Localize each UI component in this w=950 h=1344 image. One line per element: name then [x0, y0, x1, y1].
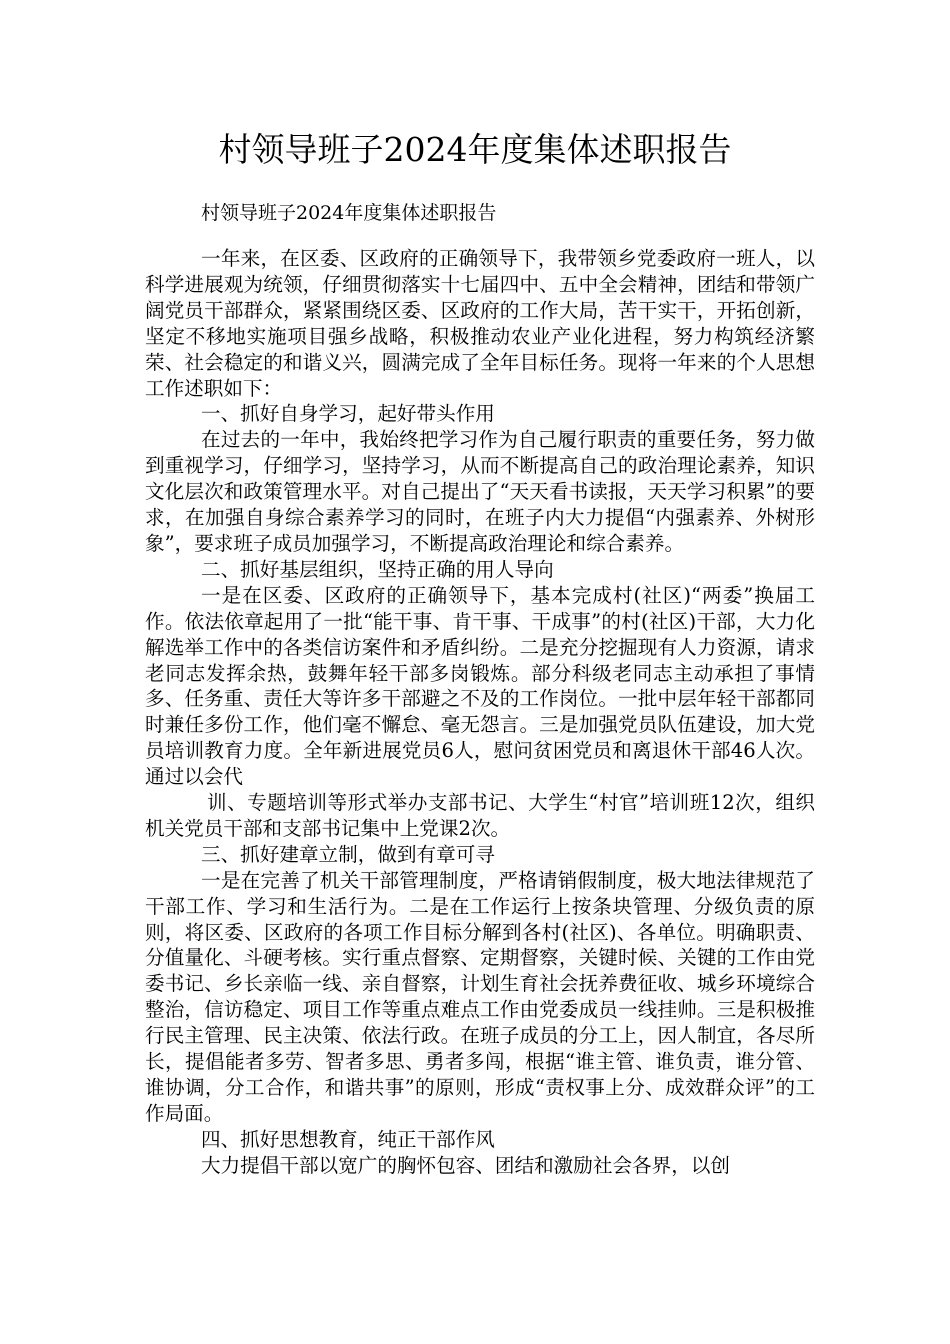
section-heading-3: 三、抓好建章立制，做到有章可寻 [201, 842, 495, 866]
section-heading-4: 四、抓好思想教育，纯正干部作风 [201, 1127, 495, 1151]
paragraph-intro: 一年来，在区委、区政府的正确领导下，我带领乡党委政府一班人，以科学进展观为统领，仔细贯彻落实十七届四中、五中全会精神，团结和带领广阔党员干部群众，紧紧围绕区委、区政府的工作大局，苦干实干，开拓创新，坚定不移地实施项目强乡战略，积极推动农业产业化进程，努力构筑经济繁荣、社会稳定的和谐义兴，圆满完成了全年目标任务。现将一年来的个人思想工作述职如下： [145, 247, 815, 400]
paragraph-section-3: 一是在完善了机关干部管理制度，严格请销假制度，极大地法律规范了干部工作、学习和生活行为。二是在工作运行上按条块管理、分级负责的原则，将区委、区政府的各项工作目标分解到各村(社区)、各单位。明确职责、分值量化、斗硬考核。实行重点督察、定期督察，关键时候、关键的工作由党委书记、乡长亲临一线、亲自督察，计划生育社会抚养费征收、城乡环境综合整治，信访稳定、项目工作等重点难点工作由党委成员一线挂帅。三是积极推行民主管理、民主决策、依法行政。在班子成员的分工上，因人制宜，各尽所长，提倡能者多劳、智者多思、勇者多闯，根据“谁主管、谁负责，谁分管、谁协调，分工合作，和谐共事”的原则，形成“责权事上分、成效群众评”的工作局面。 [145, 868, 815, 1125]
paragraph-section-1: 在过去的一年中，我始终把学习作为自己履行职责的重要任务，努力做到重视学习，仔细学习，坚持学习，从而不断提高自己的政治理论素养，知识文化层次和政策管理水平。对自己提出了“天天看书读报，天天学习积累”的要求，在加强自身综合素养学习的同时，在班子内大力提倡“内强素养、外树形象”，要求班子成员加强学习，不断提高政治理论和综合素养。 [145, 428, 815, 555]
paragraph-section-4: 大力提倡干部以宽广的胸怀包容、团结和激励社会各界，以创 [201, 1153, 731, 1177]
paragraph-section-2: 一是在区委、区政府的正确领导下，基本完成村(社区)“两委”换届工作。依法依章起用了一批“能干事、肯干事、干成事”的村(社区)干部，大力化解选举工作中的各类信访案件和矛盾纠纷。二是充分挖掘现有人力资源，请求老同志发挥余热，鼓舞年轻干部多岗锻炼。部分科级老同志主动承担了事情多、任务重、责任大等许多干部避之不及的工作岗位。一批中层年轻干部都同时兼任多份工作，他们毫不懈怠、毫无怨言。三是加强党员队伍建设，加大党员培训教育力度。全年新进展党员6人，慰问贫困党员和离退休干部46人次。通过以会代 [145, 583, 815, 789]
section-heading-1: 一、抓好自身学习，起好带头作用 [201, 402, 495, 426]
document-title: 村领导班子2024年度集体述职报告 [218, 130, 732, 169]
section-heading-2: 二、抓好基层组织，坚持正确的用人导向 [201, 557, 554, 581]
document-subtitle: 村领导班子2024年度集体述职报告 [201, 202, 497, 224]
document-body [145, 246, 815, 1179]
paragraph-section-2-continued: 训、专题培训等形式举办支部书记、大学生“村官”培训班12次，组织机关党员干部和支部书记集中上党课2次。 [145, 791, 815, 840]
